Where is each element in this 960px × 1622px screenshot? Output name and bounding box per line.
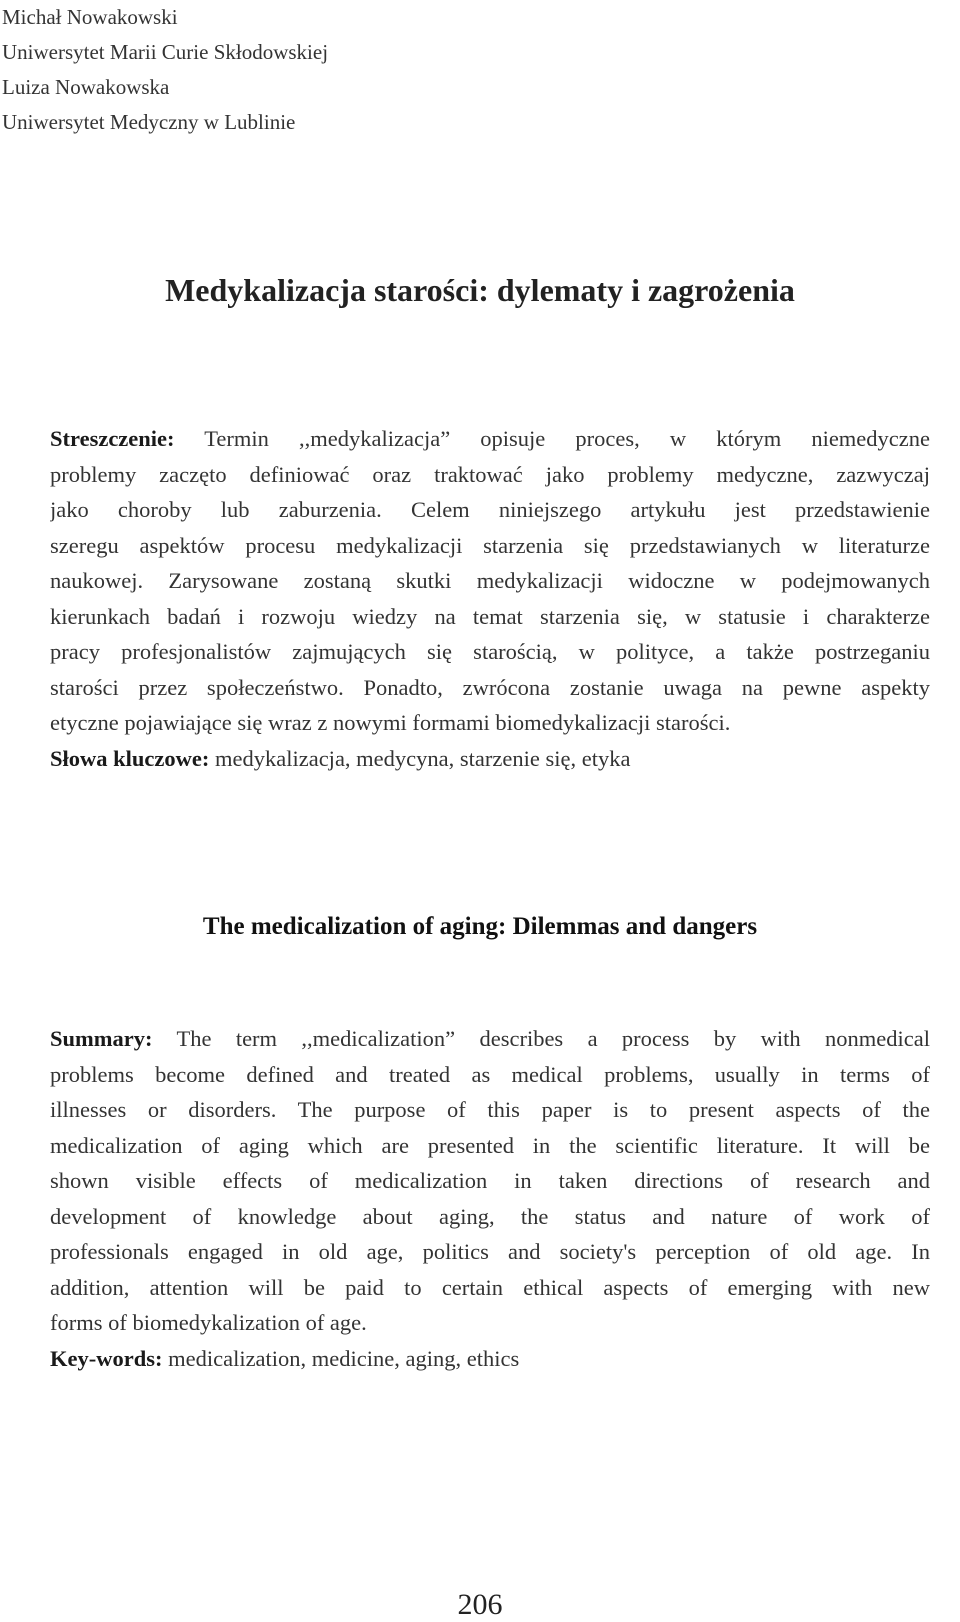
abstract-english xyxy=(50,1021,930,1376)
abstract-label: Streszczenie: xyxy=(50,426,175,451)
abstract-polish xyxy=(50,421,930,776)
abstract-line: problemy zaczęto definiować oraz traktować jako problemy medyczne, zazwyczaj xyxy=(50,461,930,487)
keywords-text: medykalizacja, medycyna, starzenie się, etyka xyxy=(215,745,631,771)
author-affiliation: Uniwersytet Medyczny w Lublinie xyxy=(2,110,296,134)
summary-line xyxy=(50,1021,930,1057)
abstract-line: pracy profesjonalistów zajmujących się starością, w polityce, a także postrzeganiu xyxy=(50,639,930,664)
abstract-line: starości przez społeczeństwo. Ponadto, zwrócona zostanie uwaga na pewne aspekty xyxy=(50,674,930,700)
keywords-label: Słowa kluczowe: xyxy=(50,745,210,771)
abstract-line: etyczne pojawiające się wraz z nowymi formami biomedykalizacji starości. xyxy=(50,710,731,735)
summary-line: problems become defined and treated as medical problems, usually in terms of xyxy=(50,1061,930,1087)
paper-title-polish: Medykalizacja starości: dylematy i zagrożenia xyxy=(165,272,795,308)
summary-text: The term ,,medicalization” describes a process by with nonmedical xyxy=(176,1026,930,1051)
keywords-text: medicalization, medicine, aging, ethics xyxy=(168,1345,520,1371)
keywords-line xyxy=(50,1341,930,1377)
summary-line: addition, attention will be paid to certain ethical aspects of emerging with new xyxy=(50,1274,930,1300)
summary-line: development of knowledge about aging, the status and nature of work of xyxy=(50,1203,930,1229)
page-number: 206 xyxy=(457,1588,503,1621)
abstract-line: szeregu aspektów procesu medykalizacji starzenia się przedstawianych w literaturze xyxy=(50,532,930,558)
author-affiliation: Uniwersytet Marii Curie Skłodowskiej xyxy=(2,40,329,64)
summary-line: professionals engaged in old age, politics and society's perception of old age. In xyxy=(50,1239,930,1264)
author-name: Michał Nowakowski xyxy=(2,5,178,29)
summary-line: shown visible effects of medicalization in taken directions of research and xyxy=(50,1168,930,1193)
author-name: Luiza Nowakowska xyxy=(2,75,170,99)
summary-line: forms of biomedykalization of age. xyxy=(50,1310,367,1335)
abstract-line: naukowej. Zarysowane zostaną skutki medykalizacji widoczne w podejmowanych xyxy=(50,568,930,593)
keywords-line xyxy=(50,741,930,777)
keywords-label: Key-words: xyxy=(50,1345,163,1371)
author-block xyxy=(2,0,328,140)
summary-line: medicalization of aging which are presented in the scientific literature. It will be xyxy=(50,1132,930,1158)
summary-line: illnesses or disorders. The purpose of this paper is to present aspects of the xyxy=(50,1097,930,1122)
abstract-line: jako choroby lub zaburzenia. Celem niniejszego artykułu jest przedstawienie xyxy=(50,497,930,522)
abstract-text: Termin ,,medykalizacja” opisuje proces, w którym niemedyczne xyxy=(204,426,930,451)
abstract-line xyxy=(50,421,930,457)
summary-label: Summary: xyxy=(50,1026,153,1051)
paper-title-english: The medicalization of aging: Dilemmas and dangers xyxy=(202,913,758,940)
abstract-line: kierunkach badań i rozwoju wiedzy na temat starzenia się, w statusie i charakterze xyxy=(50,603,930,629)
